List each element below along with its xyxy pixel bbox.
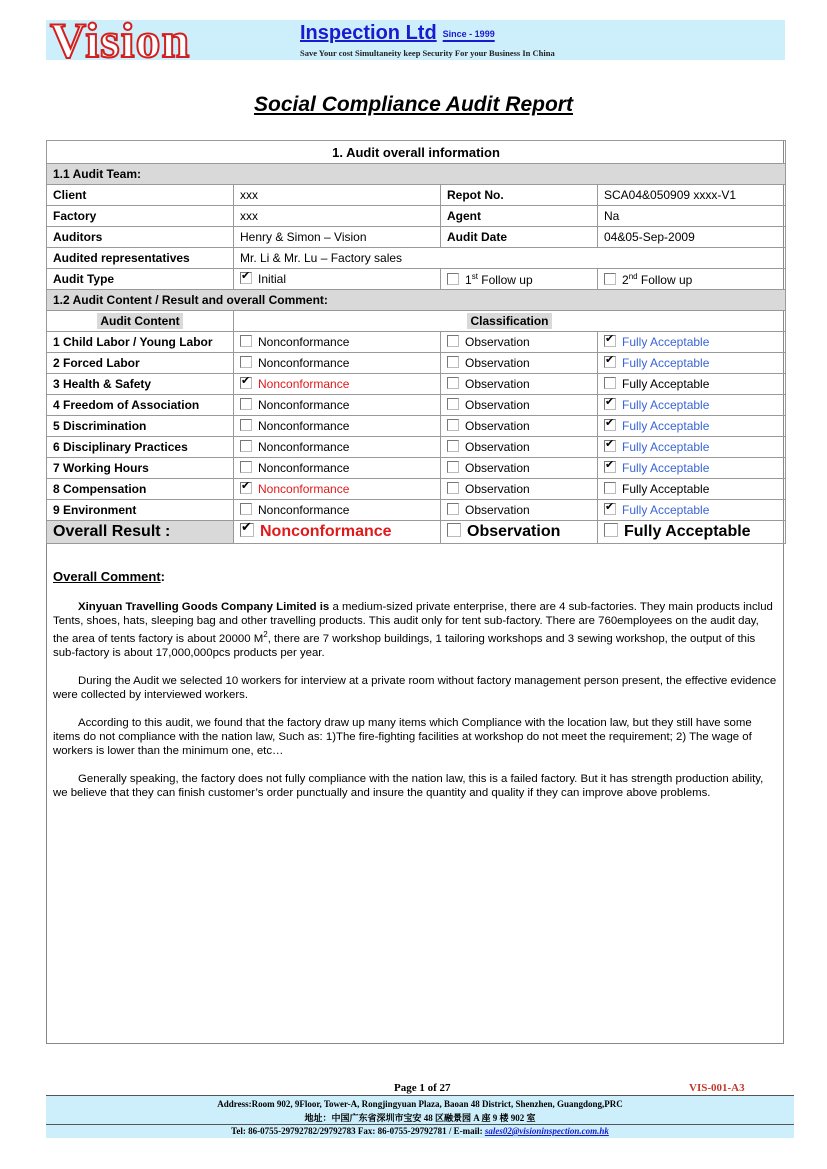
audit-item-label: 7 Working Hours	[47, 458, 234, 479]
item-5-nonconformance-label: Nonconformance	[258, 419, 350, 433]
overall-fully-acceptable-label: Fully Acceptable	[624, 523, 751, 540]
item-2-observation-checkbox[interactable]	[447, 356, 459, 368]
comment-p1-text-b: , there are 7 workshop buildings, 1 tailoring workshops and 3 sewing workshop, the output of this sub-factory is about 17,000,000pcs products per year.	[53, 632, 756, 659]
auditors-label: Auditors	[47, 227, 234, 248]
item-1-fully-acceptable-label: Fully Acceptable	[622, 335, 710, 349]
item-7-observation-checkbox[interactable]	[447, 461, 459, 473]
page-number: Page 1 of 27	[394, 1082, 451, 1094]
item-8-fully-acceptable-label: Fully Acceptable	[622, 482, 710, 496]
audit-item-label: 1 Child Labor / Young Labor	[47, 332, 234, 353]
item-7-fully-acceptable-label: Fully Acceptable	[622, 461, 710, 475]
item-2-nonconformance-label: Nonconformance	[258, 356, 350, 370]
item-5-observation-cell	[441, 416, 598, 437]
item-3-observation-label: Observation	[465, 377, 530, 391]
item-3-nonconformance-checkbox[interactable]	[240, 377, 252, 389]
comment-company-name: Xinyuan Travelling Goods Company Limited is	[78, 601, 330, 613]
overall-comment	[53, 570, 777, 814]
item-5-nonconformance-cell	[234, 416, 441, 437]
footer-contact	[46, 1126, 794, 1136]
item-1-observation-label: Observation	[465, 335, 530, 349]
item-8-observation-label: Observation	[465, 482, 530, 496]
item-6-fully-acceptable-cell	[598, 437, 786, 458]
item-4-nonconformance-cell	[234, 395, 441, 416]
table-row	[47, 479, 786, 500]
item-8-nonconformance-cell	[234, 479, 441, 500]
item-9-observation-cell	[441, 500, 598, 521]
item-8-nonconformance-label: Nonconformance	[258, 482, 350, 496]
slogan: Save Your cost Simultaneity keep Security For your Business In China	[300, 48, 555, 58]
footer-address-cn: 地址：中国广东省深圳市宝安 48 区融景园 A 座 9 楼 902 室	[304, 1113, 536, 1123]
comment-paragraph-3: According to this audit, we found that the factory draw up many items which Compliance with the location law, but they still have some items do not compliance with the nation law, Such as: 1)The fire-fighting facilities at workshop do not meet the requirement; 2) The wage of workers is lower than the minimum one, etc…	[53, 716, 752, 757]
item-4-nonconformance-label: Nonconformance	[258, 398, 350, 412]
initial-label: Initial	[258, 272, 287, 286]
item-1-fully-acceptable-cell	[598, 332, 786, 353]
item-5-fully-acceptable-cell	[598, 416, 786, 437]
table-row	[47, 416, 786, 437]
representatives-value: Mr. Li & Mr. Lu – Factory sales	[234, 248, 786, 269]
audit-type-follow2	[598, 269, 786, 290]
table-row	[47, 374, 786, 395]
item-1-observation-cell	[441, 332, 598, 353]
audit-item-label: 4 Freedom of Association	[47, 395, 234, 416]
item-6-observation-cell	[441, 437, 598, 458]
audit-team-heading: 1.1 Audit Team:	[47, 164, 786, 185]
item-6-nonconformance-checkbox[interactable]	[240, 440, 252, 452]
audit-type-follow1	[441, 269, 598, 290]
item-3-fully-acceptable-cell	[598, 374, 786, 395]
item-9-observation-checkbox[interactable]	[447, 503, 459, 515]
audit-table	[46, 140, 786, 544]
item-1-nonconformance-label: Nonconformance	[258, 335, 350, 349]
classification-col-header	[234, 311, 786, 332]
item-5-observation-label: Observation	[465, 419, 530, 433]
item-2-observation-label: Observation	[465, 356, 530, 370]
agent-label: Agent	[441, 206, 598, 227]
overall-fully-acceptable-checkbox[interactable]	[604, 523, 618, 537]
audit-item-label: 6 Disciplinary Practices	[47, 437, 234, 458]
audit-type-label: Audit Type	[47, 269, 234, 290]
factory-label: Factory	[47, 206, 234, 227]
item-2-fully-acceptable-label: Fully Acceptable	[622, 356, 710, 370]
overall-fully-acceptable-cell	[598, 521, 786, 544]
follow-up-1-checkbox[interactable]	[447, 273, 459, 285]
item-4-fully-acceptable-checkbox[interactable]	[604, 398, 616, 410]
item-9-nonconformance-checkbox[interactable]	[240, 503, 252, 515]
follow-up-1-label: Follow up	[477, 272, 533, 287]
item-4-observation-cell	[441, 395, 598, 416]
item-9-observation-label: Observation	[465, 503, 530, 517]
item-3-nonconformance-label: Nonconformance	[258, 377, 350, 391]
item-9-fully-acceptable-checkbox[interactable]	[604, 503, 616, 515]
table-row	[47, 500, 786, 521]
item-2-nonconformance-cell	[234, 353, 441, 374]
item-9-fully-acceptable-cell	[598, 500, 786, 521]
item-7-nonconformance-cell	[234, 458, 441, 479]
overall-result-row	[47, 521, 786, 544]
initial-checkbox[interactable]	[240, 272, 252, 284]
follow-up-2-number: 2	[622, 272, 629, 287]
item-2-fully-acceptable-checkbox[interactable]	[604, 356, 616, 368]
item-2-nonconformance-checkbox[interactable]	[240, 356, 252, 368]
item-3-fully-acceptable-checkbox[interactable]	[604, 377, 616, 389]
overall-result-label: Overall Result :	[47, 521, 234, 544]
footer-separator	[46, 1124, 794, 1125]
item-6-fully-acceptable-label: Fully Acceptable	[622, 440, 710, 454]
footer-contact-text: Tel: 86-0755-29792782/29792783 Fax: 86-0755-29792781 / E-mail:	[231, 1126, 485, 1136]
audit-item-label: 8 Compensation	[47, 479, 234, 500]
item-6-observation-checkbox[interactable]	[447, 440, 459, 452]
company-name	[300, 22, 495, 45]
comment-p1-text-a: a medium-sized private enterprise, there are 4 sub-factories. They main products includ Tents, shoes, hats, sleeping bag and other travelling products. This audit only for tent sub-factory. There are 760employees on the audit day, the area of tents factory is about 20000 M	[53, 601, 773, 645]
audit-date-label: Audit Date	[441, 227, 598, 248]
item-3-observation-checkbox[interactable]	[447, 377, 459, 389]
agent-value: Na	[598, 206, 786, 227]
item-6-nonconformance-cell	[234, 437, 441, 458]
comment-paragraph-2: During the Audit we selected 10 workers for interview at a private room without factory management person present, the effective evidence were collected by interviewed workers.	[53, 674, 777, 701]
item-8-fully-acceptable-cell	[598, 479, 786, 500]
comment-paragraph-4: Generally speaking, the factory does not fully compliance with the nation law, this is a failed factory. But it has strength production ability, we believe that they can finish customer’s order punctually and insure the quantity and quality if they can improve above problems.	[53, 772, 764, 799]
item-9-nonconformance-cell	[234, 500, 441, 521]
item-4-fully-acceptable-cell	[598, 395, 786, 416]
footer-email-link[interactable]: sales02@visioninspection.com.hk	[484, 1126, 609, 1136]
item-7-fully-acceptable-checkbox[interactable]	[604, 461, 616, 473]
item-8-nonconformance-checkbox[interactable]	[240, 482, 252, 494]
item-7-observation-label: Observation	[465, 461, 530, 475]
item-9-fully-acceptable-label: Fully Acceptable	[622, 503, 710, 517]
item-2-observation-cell	[441, 353, 598, 374]
client-label: Client	[47, 185, 234, 206]
report-no-label: Repot No.	[441, 185, 598, 206]
overall-comment-heading-text: Overall Comment	[53, 569, 161, 584]
company-name-text: Inspection Ltd	[300, 22, 437, 44]
comment-p1-sup: 2	[263, 630, 268, 639]
overall-nonconformance-label: Nonconformance	[260, 523, 392, 540]
audit-date-value: 04&05-Sep-2009	[598, 227, 786, 248]
item-4-observation-checkbox[interactable]	[447, 398, 459, 410]
item-3-fully-acceptable-label: Fully Acceptable	[622, 377, 710, 391]
item-8-observation-checkbox[interactable]	[447, 482, 459, 494]
auditors-value: Henry & Simon – Vision	[234, 227, 441, 248]
section-title: 1. Audit overall information	[47, 141, 786, 164]
vision-logo: Vision	[50, 12, 191, 68]
item-1-nonconformance-cell	[234, 332, 441, 353]
table-row	[47, 458, 786, 479]
overall-nonconformance-cell	[234, 521, 441, 544]
item-7-nonconformance-label: Nonconformance	[258, 461, 350, 475]
overall-observation-label: Observation	[467, 523, 561, 540]
follow-up-2-sup: nd	[628, 271, 638, 281]
item-2-fully-acceptable-cell	[598, 353, 786, 374]
item-9-nonconformance-label: Nonconformance	[258, 503, 350, 517]
item-1-nonconformance-checkbox[interactable]	[240, 335, 252, 347]
audit-content-heading: 1.2 Audit Content / Result and overall Comment:	[47, 290, 786, 311]
item-3-observation-cell	[441, 374, 598, 395]
follow-up-1-sup: st	[471, 271, 478, 281]
item-4-fully-acceptable-label: Fully Acceptable	[622, 398, 710, 412]
item-1-fully-acceptable-checkbox[interactable]	[604, 335, 616, 347]
overall-comment-heading-colon: :	[160, 569, 165, 584]
document-code: VIS-001-A3	[689, 1082, 745, 1094]
factory-value: xxx	[234, 206, 441, 227]
since-label: Since - 1999	[442, 28, 495, 39]
audit-item-label: 2 Forced Labor	[47, 353, 234, 374]
follow-up-2-label: Follow up	[637, 272, 693, 287]
item-7-nonconformance-checkbox[interactable]	[240, 461, 252, 473]
table-row	[47, 332, 786, 353]
item-5-fully-acceptable-checkbox[interactable]	[604, 419, 616, 431]
item-3-nonconformance-cell	[234, 374, 441, 395]
item-6-observation-label: Observation	[465, 440, 530, 454]
client-value: xxx	[234, 185, 441, 206]
item-5-fully-acceptable-label: Fully Acceptable	[622, 419, 710, 433]
overall-observation-checkbox[interactable]	[447, 523, 461, 537]
item-7-fully-acceptable-cell	[598, 458, 786, 479]
item-6-fully-acceptable-checkbox[interactable]	[604, 440, 616, 452]
table-row	[47, 437, 786, 458]
overall-comment-heading	[53, 570, 777, 584]
item-4-nonconformance-checkbox[interactable]	[240, 398, 252, 410]
audit-content-col-label: Audit Content	[97, 313, 182, 329]
classification-col-label: Classification	[467, 313, 551, 329]
table-row	[47, 395, 786, 416]
follow-up-2-checkbox[interactable]	[604, 273, 616, 285]
table-row	[47, 353, 786, 374]
item-5-observation-checkbox[interactable]	[447, 419, 459, 431]
item-6-nonconformance-label: Nonconformance	[258, 440, 350, 454]
item-8-observation-cell	[441, 479, 598, 500]
audit-item-label: 5 Discrimination	[47, 416, 234, 437]
representatives-label: Audited representatives	[47, 248, 234, 269]
footer-address-en: Address:Room 902, 9Floor, Tower-A, Rongjingyuan Plaza, Baoan 48 District, Shenzhen, Guangdong,PRC	[217, 1099, 623, 1109]
item-8-fully-acceptable-checkbox[interactable]	[604, 482, 616, 494]
audit-item-label: 9 Environment	[47, 500, 234, 521]
audit-item-label: 3 Health & Safety	[47, 374, 234, 395]
overall-observation-cell	[441, 521, 598, 544]
audit-content-col-header	[47, 311, 234, 332]
follow-up-1-number: 1	[465, 272, 472, 287]
comment-paragraph-1	[53, 600, 777, 660]
report-no-value: SCA04&050909 xxxx-V1	[598, 185, 786, 206]
audit-type-initial	[234, 269, 441, 290]
overall-nonconformance-checkbox[interactable]	[240, 523, 254, 537]
item-1-observation-checkbox[interactable]	[447, 335, 459, 347]
report-title: Social Compliance Audit Report	[254, 93, 573, 116]
item-4-observation-label: Observation	[465, 398, 530, 412]
item-7-observation-cell	[441, 458, 598, 479]
item-5-nonconformance-checkbox[interactable]	[240, 419, 252, 431]
